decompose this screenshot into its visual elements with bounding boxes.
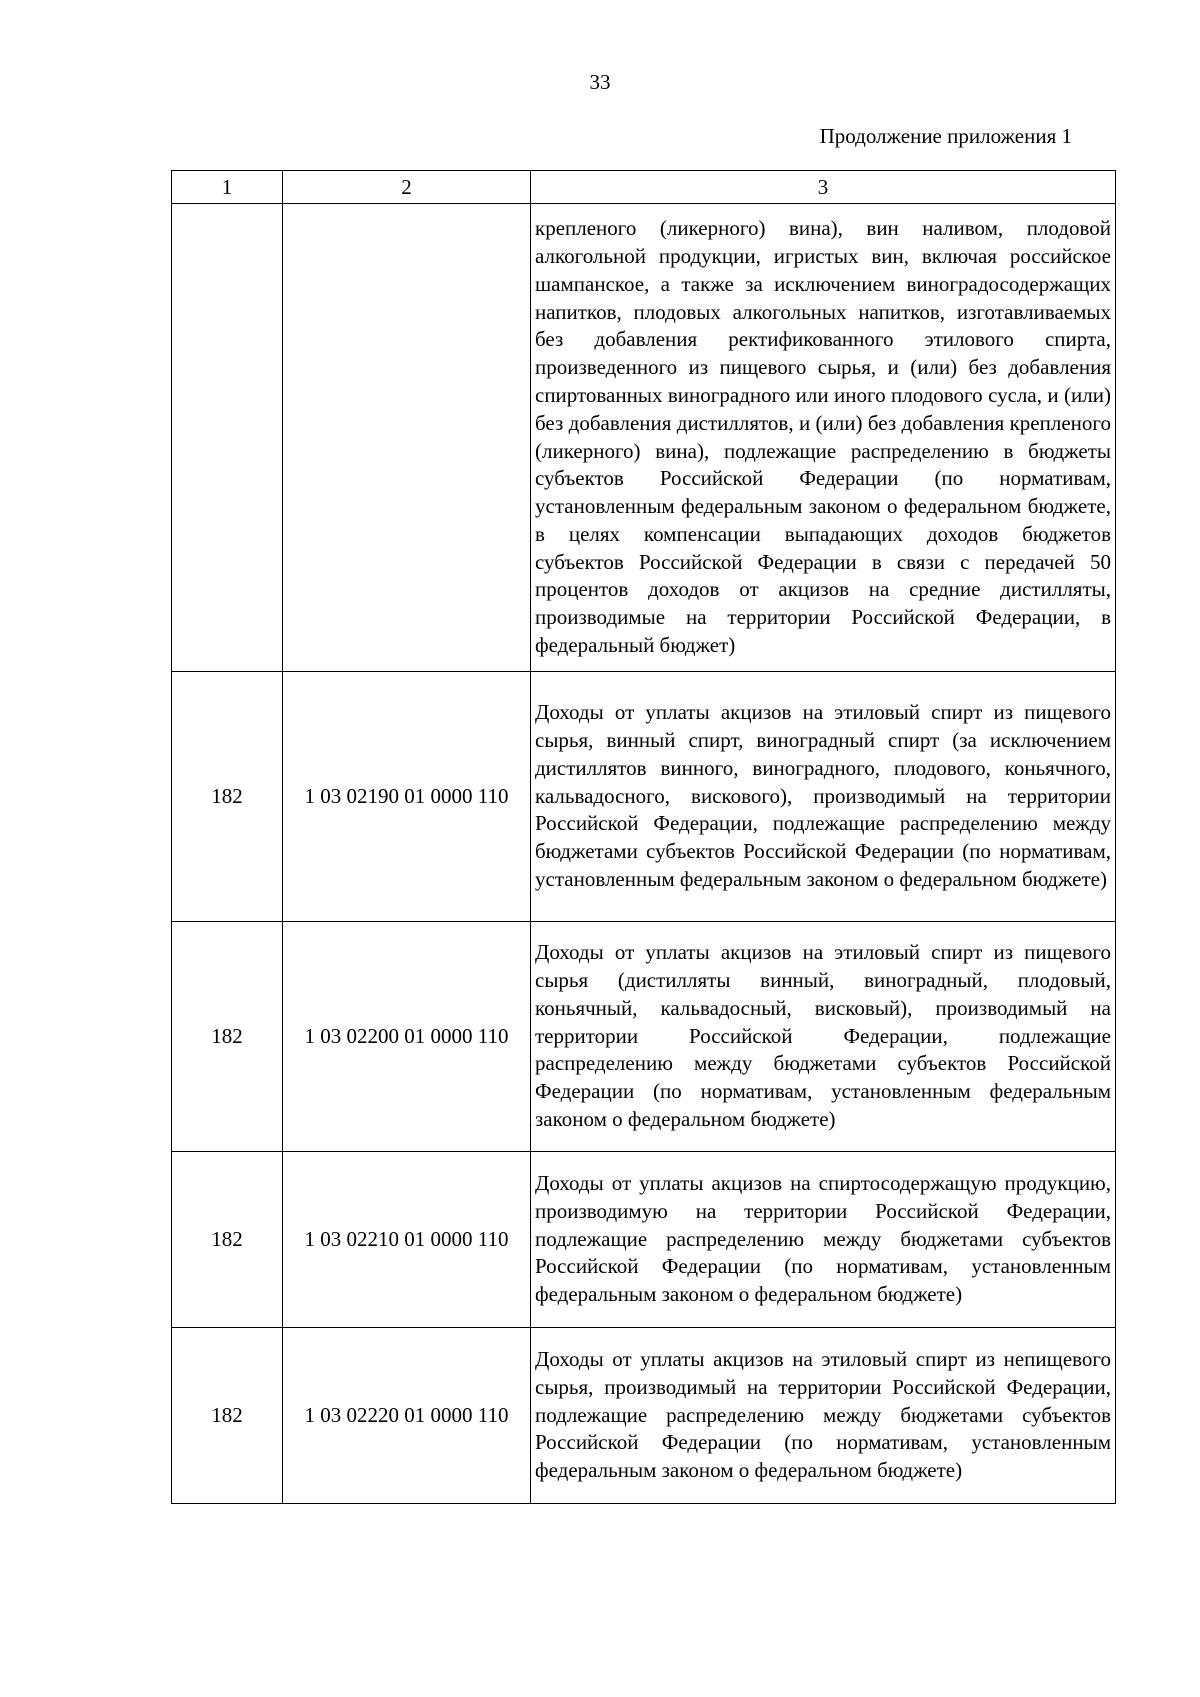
admin-code-cell: 182 [172, 672, 283, 922]
revenue-codes-table [171, 170, 1116, 1504]
description-cell: крепленого (ликерного) вина), вин наливом, плодовой алкогольной продукции, игристых вин, включая российское шампанское, а также за исключением виноградосодержащих напитков, плодовых алкогольных напитков, изготавливаемых без добавления ректификованного этилового спирта, произведенного из пищевого сырья, и (или) без добавления спиртованных виноградного или иного плодового сусла, и (или) без добавления дистиллятов, и (или) без добавления крепленого (ликерного) вина), подлежащие распределению в бюджеты субъектов Российской Федерации (по нормативам, установленным федеральным законом о федеральном бюджете, в целях компенсации выпадающих доходов бюджетов субъектов Российской Федерации в связи с передачей 50 процентов доходов от акцизов на средние дистилляты, производимые на территории Российской Федерации, в федеральный бюджет) [531, 204, 1116, 672]
table-row [172, 1328, 1116, 1504]
kbk-code-cell: 1 03 02200 01 0000 110 [283, 922, 531, 1152]
description-cell: Доходы от уплаты акцизов на спиртосодержащую продукцию, производимую на территории Российской Федерации, подлежащие распределению между бюджетами субъектов Российской Федерации (по нормативам, установленным федеральным законом о федеральном бюджете) [531, 1152, 1116, 1328]
kbk-code-cell: 1 03 02210 01 0000 110 [283, 1152, 531, 1328]
description-cell: Доходы от уплаты акцизов на этиловый спирт из пищевого сырья (дистилляты винный, виноградный, плодовый, коньячный, кальвадосный, висковый), производимый на территории Российской Федерации, подлежащие распределению между бюджетами субъектов Российской Федерации (по нормативам, установленным федеральным законом о федеральном бюджете) [531, 922, 1116, 1152]
column-header-1: 1 [172, 171, 283, 204]
kbk-code-cell: 1 03 02220 01 0000 110 [283, 1328, 531, 1504]
column-header-3: 3 [531, 171, 1116, 204]
appendix-continuation-note: Продолжение приложения 1 [819, 124, 1072, 148]
table-header-row [172, 171, 1116, 204]
column-header-2: 2 [283, 171, 531, 204]
kbk-code-cell [283, 204, 531, 672]
admin-code-cell [172, 204, 283, 672]
admin-code-cell: 182 [172, 1328, 283, 1504]
table-row [172, 922, 1116, 1152]
table-row [172, 1152, 1116, 1328]
table-row [172, 204, 1116, 672]
admin-code-cell: 182 [172, 922, 283, 1152]
admin-code-cell: 182 [172, 1152, 283, 1328]
table-row [172, 672, 1116, 922]
description-cell: Доходы от уплаты акцизов на этиловый спирт из непищевого сырья, производимый на территории Российской Федерации, подлежащие распределению между бюджетами субъектов Российской Федерации (по нормативам, установленным федеральным законом о федеральном бюджете) [531, 1328, 1116, 1504]
kbk-code-cell: 1 03 02190 01 0000 110 [283, 672, 531, 922]
description-cell: Доходы от уплаты акцизов на этиловый спирт из пищевого сырья, винный спирт, виноградный спирт (за исключением дистиллятов винного, виноградного, плодового, коньячного, кальвадосного, вискового), производимый на территории Российской Федерации, подлежащие распределению между бюджетами субъектов Российской Федерации (по нормативам, установленным федеральным законом о федеральном бюджете) [531, 672, 1116, 922]
page-number: 33 [589, 70, 611, 94]
